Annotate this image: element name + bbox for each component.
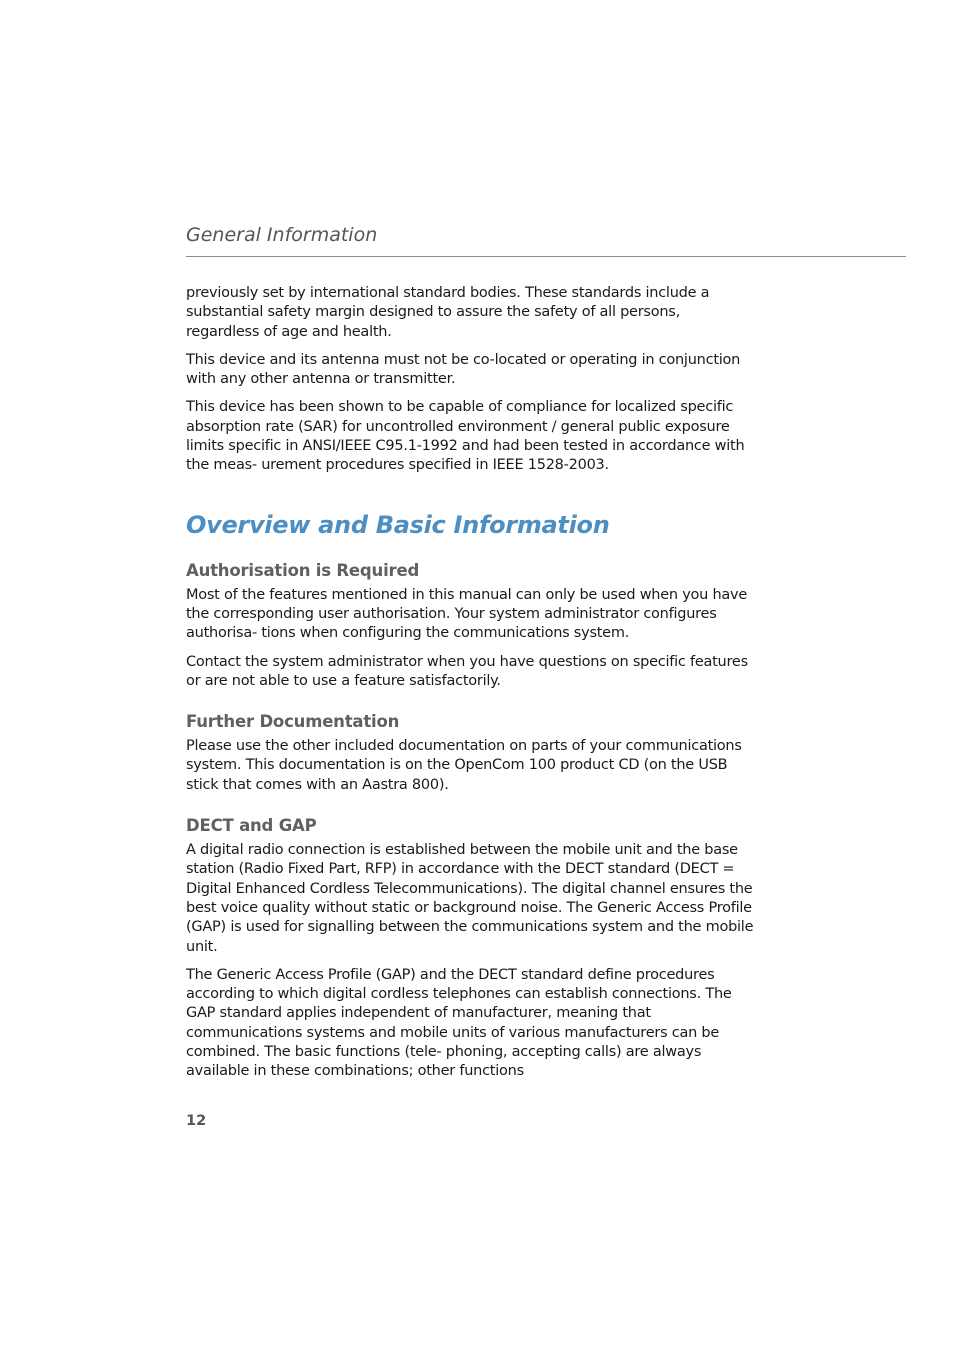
intro-paragraph: previously set by international standard bodies. These standards include a substantial safety margin designed to assure the safety of all persons, regardless of age and health.: [186, 285, 710, 340]
subsection-title-further-documentation: Further Documentation: [186, 712, 400, 732]
body-paragraph: Most of the features mentioned in this manual can only be used when you have the corresponding user authorisation. Your system administrator configures authorisa- tions when configuring the communications system.: [186, 586, 748, 642]
body-paragraph: The Generic Access Profile (GAP) and the DECT standard define procedures according to which digital cordless telephones can establish connections. The GAP standard applies independent of manufacturer, meaning that communications systems and mobile units of various manufacturers can be combined. The basic functions (tele- phoning, accepting calls) are always available in these combinations; other functions: [186, 966, 732, 1080]
running-header: General Information: [186, 224, 378, 246]
body-paragraph: Please use the other included documentation on parts of your communications system. This documentation is on the OpenCom 100 product CD (on the USB stick that comes with an Aastra 800).: [186, 738, 742, 793]
body-paragraph: A digital radio connection is established between the mobile unit and the base station (Radio Fixed Part, RFP) in accordance with the DECT standard (DECT = Digital Enhanced Cordless Telecommunications). The digital channel ensures the best voice quality without static or background noise. The Generic Access Profile (GAP) is used for signalling between the communications system and the mobile unit.: [186, 842, 754, 955]
subsection-title-dect-gap: DECT and GAP: [186, 816, 317, 836]
page-content: [186, 284, 754, 1091]
section-title: Overview and Basic Information: [186, 510, 610, 539]
intro-paragraph: This device and its antenna must not be co-located or operating in conjunction with any other antenna or transmitter.: [186, 351, 741, 388]
body-paragraph: Contact the system administrator when you have questions on specific features or are not able to use a feature satisfactorily.: [186, 653, 748, 689]
intro-paragraph: This device has been shown to be capable of compliance for localized specific absorption rate (SAR) for uncontrolled environment / general public exposure limits specific in ANSI/IEEE C95.1-1992 and had been tested in accordance with the meas- urement procedures specified in IEEE 1528-2003.: [186, 399, 745, 474]
page-number: 12: [186, 1113, 207, 1129]
header-rule: [186, 256, 906, 257]
subsection-title-authorisation: Authorisation is Required: [186, 560, 420, 580]
